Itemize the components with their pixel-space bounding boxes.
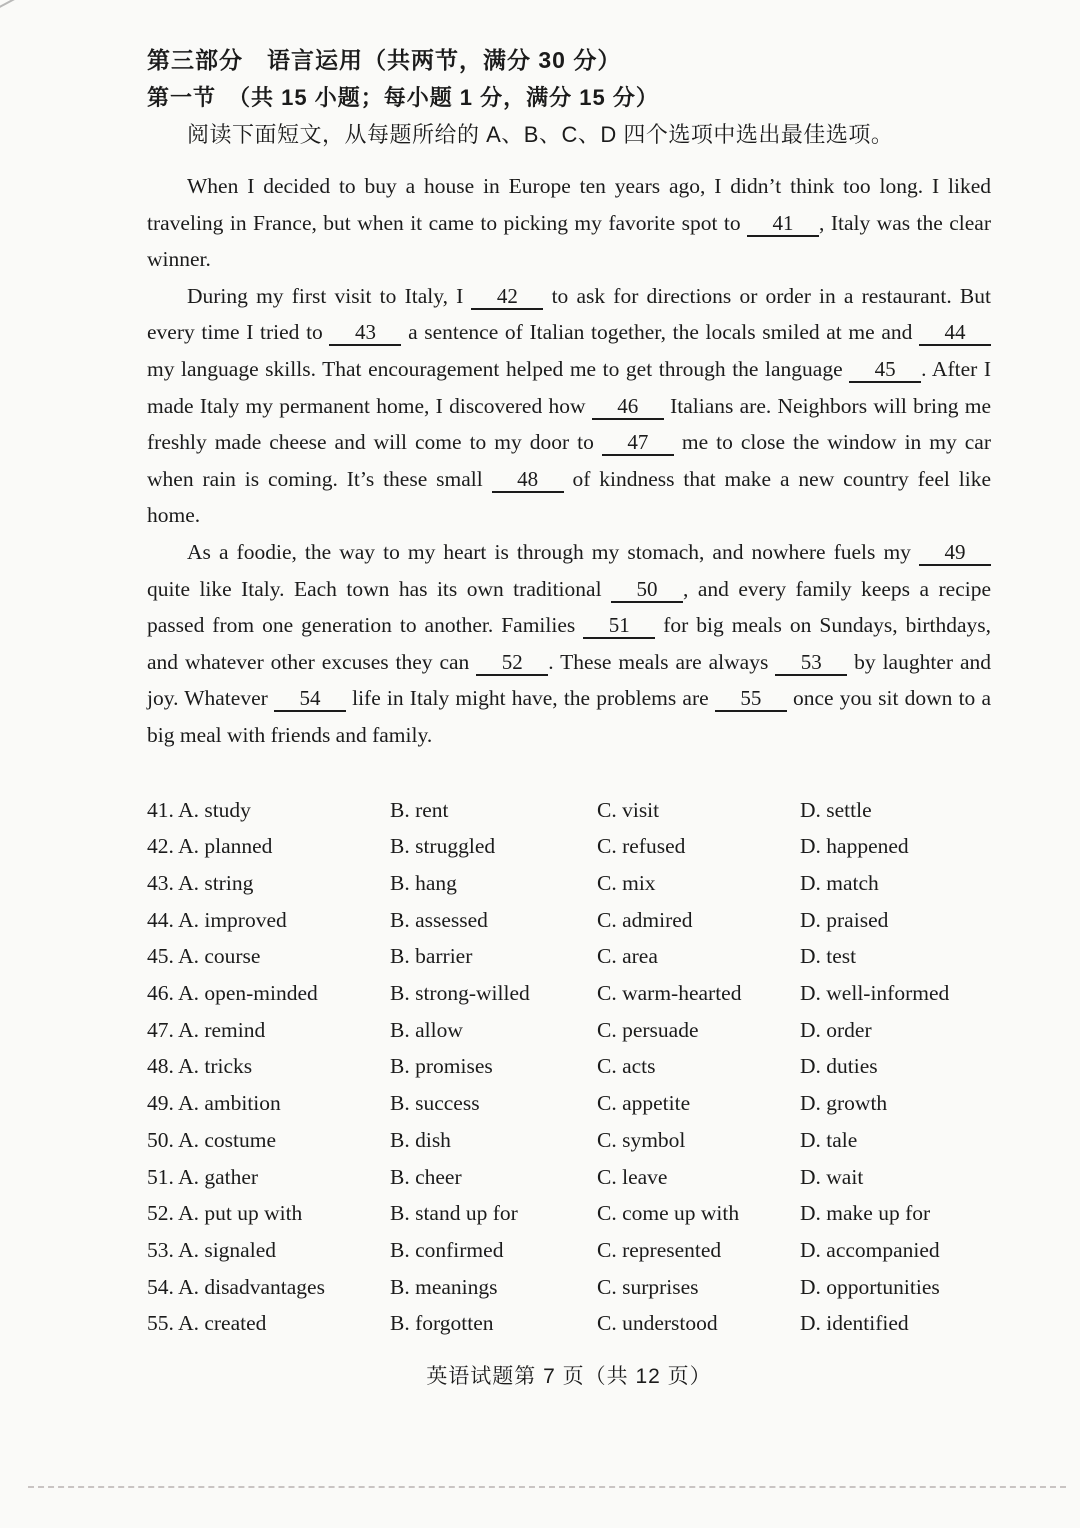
blank-55: 55: [715, 687, 787, 712]
option-43-A: 43. A. string: [147, 870, 254, 895]
option-41-A: 41. A. study: [147, 797, 251, 822]
option-55-B: B. forgotten: [390, 1311, 494, 1336]
option-44-C: C. admired: [597, 907, 693, 932]
option-45-A: 45. A. course: [147, 944, 261, 969]
option-52-D: D. make up for: [800, 1201, 931, 1226]
option-row-47: [147, 1012, 991, 1049]
option-54-A: 54. A. disadvantages: [147, 1274, 325, 1299]
option-43-D: D. match: [800, 870, 879, 895]
option-45-B: B. barrier: [390, 944, 473, 969]
option-50-B: B. dish: [390, 1127, 451, 1152]
option-41-D: D. settle: [800, 797, 872, 822]
option-49-A: 49. A. ambition: [147, 1091, 281, 1116]
option-row-53: [147, 1232, 991, 1269]
option-44-A: 44. A. improved: [147, 907, 287, 932]
blank-52: 52: [476, 651, 548, 676]
option-48-B: B. promises: [390, 1054, 493, 1079]
option-53-D: D. accompanied: [800, 1237, 940, 1262]
page-footer: 英语试题第 7 页（共 12 页）: [426, 1365, 712, 1388]
option-51-D: D. wait: [800, 1164, 864, 1189]
option-row-46: [147, 975, 991, 1012]
option-row-49: [147, 1085, 991, 1122]
blank-44: 44: [919, 321, 991, 346]
passage-paragraph-2: During my first visit to Italy, I 42 to ask for directions or order in a restaurant. But every time I tried to 43 a sentence of Italian together, the locals smiled at me and 44 my language skills. That encouragement helped me to get through the language 45 . After I made Italy my permanent home, I discovered how 46 Italians are. Neighbors will bring me freshly made cheese and will come to my door to 47 me to close the window in my car when rain is coming. It’s these small 48 of kindness that make a new country feel like home.: [147, 283, 991, 528]
option-44-B: B. assessed: [390, 907, 488, 932]
option-row-51: [147, 1159, 991, 1196]
blank-54: 54: [274, 687, 346, 712]
option-54-C: C. surprises: [597, 1274, 699, 1299]
option-50-D: D. tale: [800, 1127, 858, 1152]
option-50-C: C. symbol: [597, 1127, 686, 1152]
instructions: 阅读下面短文，从每题所给的 A、B、C、D 四个选项中选出最佳选项。: [187, 122, 894, 147]
blank-41: 41: [747, 212, 819, 237]
page-content: [147, 42, 991, 1342]
option-51-B: B. cheer: [390, 1164, 462, 1189]
option-48-C: C. acts: [597, 1054, 656, 1079]
option-45-C: C. area: [597, 944, 658, 969]
option-41-B: B. rent: [390, 797, 449, 822]
option-row-50: [147, 1122, 991, 1159]
option-row-54: [147, 1269, 991, 1306]
option-row-45: [147, 938, 991, 975]
option-46-A: 46. A. open-minded: [147, 981, 318, 1006]
option-46-B: B. strong-willed: [390, 981, 530, 1006]
blank-49: 49: [919, 541, 991, 566]
option-46-D: D. well-informed: [800, 981, 950, 1006]
option-52-A: 52. A. put up with: [147, 1201, 303, 1226]
option-47-C: C. persuade: [597, 1017, 699, 1042]
section-heading: 第一节 （共 15 小题；每小题 1 分，满分 15 分）: [147, 85, 659, 110]
blank-47: 47: [602, 431, 674, 456]
option-42-A: 42. A. planned: [147, 834, 273, 859]
option-55-D: D. identified: [800, 1311, 909, 1336]
blank-53: 53: [775, 651, 847, 676]
passage-paragraph-1: When I decided to buy a house in Europe ten years ago, I didn’t think too long. I liked traveling in France, but when it came to picking my favorite spot to 41 , Italy was the clear winner.: [147, 174, 991, 272]
option-50-A: 50. A. costume: [147, 1127, 276, 1152]
scan-artifact-corner: [0, 0, 19, 10]
option-51-C: C. leave: [597, 1164, 668, 1189]
option-45-D: D. test: [800, 944, 857, 969]
option-54-D: D. opportunities: [800, 1274, 940, 1299]
part-heading: 第三部分 语言运用（共两节，满分 30 分）: [147, 47, 622, 73]
option-42-C: C. refused: [597, 834, 686, 859]
option-row-44: [147, 902, 991, 939]
option-43-B: B. hang: [390, 870, 457, 895]
option-44-D: D. praised: [800, 907, 889, 932]
option-48-A: 48. A. tricks: [147, 1054, 253, 1079]
option-47-A: 47. A. remind: [147, 1017, 266, 1042]
options-table: [147, 792, 991, 1343]
option-52-C: C. come up with: [597, 1201, 740, 1226]
option-48-D: D. duties: [800, 1054, 878, 1079]
option-53-B: B. confirmed: [390, 1237, 504, 1262]
option-55-A: 55. A. created: [147, 1311, 267, 1336]
option-54-B: B. meanings: [390, 1274, 498, 1299]
option-row-41: [147, 792, 991, 829]
option-row-43: [147, 865, 991, 902]
option-row-52: [147, 1195, 991, 1232]
blank-51: 51: [583, 614, 655, 639]
blank-48: 48: [492, 468, 564, 493]
option-49-D: D. growth: [800, 1091, 888, 1116]
option-53-A: 53. A. signaled: [147, 1237, 276, 1262]
option-43-C: C. mix: [597, 870, 656, 895]
option-row-42: [147, 828, 991, 865]
cloze-passage: [147, 168, 991, 754]
option-55-C: C. understood: [597, 1311, 718, 1336]
scan-artifact-dashed-line: [28, 1486, 1066, 1488]
blank-46: 46: [592, 395, 664, 420]
option-46-C: C. warm-hearted: [597, 981, 742, 1006]
option-row-55: [147, 1305, 991, 1342]
option-49-B: B. success: [390, 1091, 480, 1116]
option-51-A: 51. A. gather: [147, 1164, 259, 1189]
blank-43: 43: [329, 321, 401, 346]
option-41-C: C. visit: [597, 797, 660, 822]
option-52-B: B. stand up for: [390, 1201, 518, 1226]
blank-45: 45: [849, 358, 921, 383]
passage-paragraph-3: As a foodie, the way to my heart is through my stomach, and nowhere fuels my 49 quite like Italy. Each town has its own traditional 50 , and every family keeps a recipe passed from one generation to another. Families 51 for big meals on Sundays, birthdays, and whatever other excuses they can 52 . These meals are always 53 by laughter and joy. Whatever 54 life in Italy might have, the problems are 55 once you sit down to a big meal with friends and family.: [147, 539, 992, 747]
blank-50: 50: [611, 578, 683, 603]
option-row-48: [147, 1048, 991, 1085]
option-49-C: C. appetite: [597, 1091, 691, 1116]
option-47-B: B. allow: [390, 1017, 463, 1042]
option-47-D: D. order: [800, 1017, 872, 1042]
option-42-B: B. struggled: [390, 834, 496, 859]
option-42-D: D. happened: [800, 834, 909, 859]
option-53-C: C. represented: [597, 1237, 722, 1262]
blank-42: 42: [471, 285, 543, 310]
